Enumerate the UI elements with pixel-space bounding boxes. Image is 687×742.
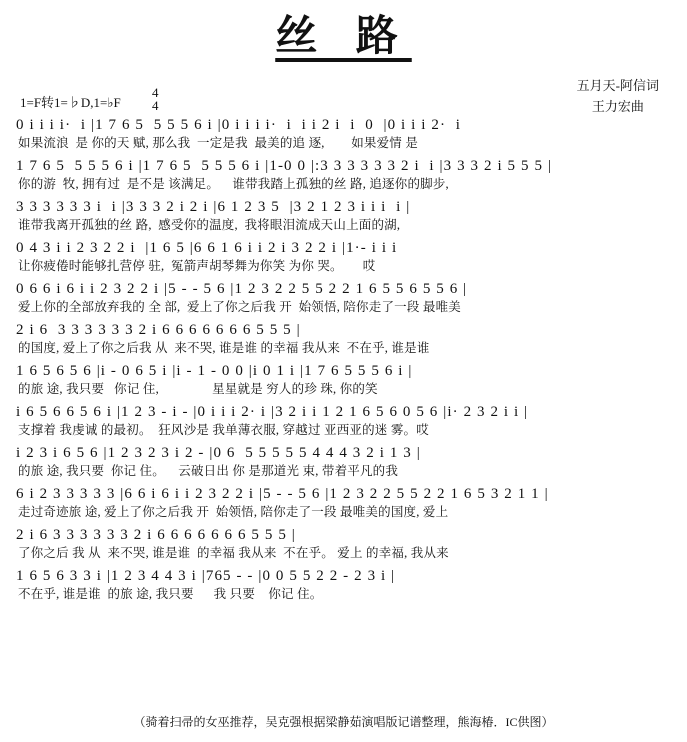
page-title: 丝 路 <box>275 14 412 60</box>
score-system-1 <box>14 116 673 156</box>
lyric-line: 不在乎, 谁是谁 的旅 途, 我只要 我 只要 你记 住。 <box>18 587 323 601</box>
notation-line: 2 i 6 3 3 3 3 3 3 2 i 6 6 6 6 6 6 6 5 5 5 | <box>16 322 301 338</box>
lyric-line: 你的游 牧, 拥有过 是不是 该满足。 谁带我踏上孤独的丝 路, 追逐你的脚步, <box>18 177 449 191</box>
notation-line: i 6 5 6 6 5 6 i |1 2 3 - i - |0 i i i 2· i |3 2 i i 1 2 1 6 5 6 0 5 6 |i· 2 3 2 i i | <box>16 404 529 420</box>
lyricist-credit: 五月天-阿信词 <box>576 78 659 93</box>
notation-line: 1 6 5 6 5 6 |i - 0 6 5 i |i - 1 - 0 0 |i 0 1 i |1 7 6 5 5 5 6 i | <box>16 363 413 379</box>
lyric-line: 的国度, 爱上了你之后我 从 来不哭, 谁是谁 的幸福 我从来 不在乎, 谁是谁 <box>18 341 430 355</box>
score-system-3 <box>14 198 673 238</box>
composer-credit: 王力宏曲 <box>591 98 644 114</box>
score-staff <box>14 116 673 608</box>
lyric-line: 如果流浪 是 你的天 赋, 那么我 一定是我 最美的追 逐, 如果爱情 是 <box>18 136 419 150</box>
score-system-2 <box>14 157 673 197</box>
notation-line: 0 4 3 i i 2 3 2 2 i |1 6 5 |6 6 1 6 i i 2 i 3 2 2 i |1·- i i i <box>16 240 398 256</box>
score-system-4 <box>14 239 673 279</box>
lyric-line: 让你疲倦时能够扎营停 驻, 冤箭声胡琴舞为你笑 为你 哭。 哎 <box>18 259 376 273</box>
lyric-line: 走过奇迹旅 途, 爱上了你之后我 开 始领悟, 陪你走了一段 最唯美的国度, 爱上 <box>18 505 449 519</box>
score-system-8 <box>14 403 673 443</box>
lyric-line: 的旅 途, 我只要 你记 住。 云破日出 你 是那道光 束, 带着平凡的我 <box>18 464 399 478</box>
notation-line: 2 i 6 3 3 3 3 3 3 2 i 6 6 6 6 6 6 6 5 5 5 | <box>16 527 296 543</box>
lyric-line: 谁带我离开孤独的丝 路, 感受你的温度, 我将眼泪流成天山上面的湖, <box>18 218 401 232</box>
notation-line: 0 i i i i· i |1 7 6 5 5 5 5 6 i |0 i i i i· i i i 2 i i 0 |0 i i i 2· i <box>16 117 462 133</box>
score-system-6 <box>14 321 673 361</box>
score-system-10 <box>14 485 673 525</box>
score-system-9 <box>14 444 673 484</box>
time-signature <box>152 86 159 112</box>
score-system-5 <box>14 280 673 320</box>
notation-line: 1 6 5 6 3 3 i |1 2 3 4 4 3 i |765 - - |0 0 5 5 2 2 - 2 3 i | <box>16 568 396 584</box>
notation-line: 0 6 6 i 6 i i 2 3 2 2 i |5 - - 5 6 |1 2 3 2 2 5 5 2 2 1 6 5 5 6 5 5 6 | <box>16 281 468 297</box>
notation-line: i 2 3 i 6 5 6 |1 2 3 2 3 i 2 - |0 6 5 5 5 5 5 4 4 4 3 2 i 1 3 | <box>16 445 421 461</box>
footer-note: （骑着扫帚的女巫推荐，吴克强根据梁静茹演唱版记谱整理，熊海椿．IC供图） <box>133 715 554 729</box>
lyric-line: 爱上你的全部放弃我的 全 部, 爱上了你之后我 开 始领悟, 陪你走了一段 最唯美 <box>18 300 461 314</box>
key-signature: 1=F转1=♭D,1=♭F <box>20 95 121 110</box>
score-system-7 <box>14 362 673 402</box>
notation-line: 3 3 3 3 3 3 i i |3 3 3 2 i 2 i |6 1 2 3 5 |3 2 1 2 3 i i i i | <box>16 199 411 215</box>
score-system-12 <box>14 567 673 607</box>
lyric-line: 的旅 途, 我只要 你记 住, 星星就是 穷人的珍 珠, 你的笑 <box>18 382 378 396</box>
time-signature-numerator: 4 <box>152 85 159 100</box>
notation-line: 1 7 6 5 5 5 5 6 i |1 7 6 5 5 5 5 6 i |1-0 0 |:3 3 3 3 3 3 2 i i |3 3 3 2 i 5 5 5 | <box>16 158 553 174</box>
credits-block <box>577 76 659 118</box>
lyric-line: 支撑着 我虔诚 的最初。 狂风沙是 我单薄衣服, 穿越过 亚西亚的迷 雾。哎 <box>18 423 429 437</box>
score-system-11 <box>14 526 673 566</box>
lyric-line: 了你之后 我 从 来不哭, 谁是谁 的幸福 我从来 不在乎。 爱上 的幸福, 我从来 <box>18 546 449 560</box>
time-signature-denominator: 4 <box>152 98 159 113</box>
notation-line: 6 i 2 3 3 3 3 3 |6 6 i 6 i i 2 3 2 2 i |5 - - 5 6 |1 2 3 2 2 5 5 2 2 1 6 5 3 2 1 1 | <box>16 486 549 502</box>
